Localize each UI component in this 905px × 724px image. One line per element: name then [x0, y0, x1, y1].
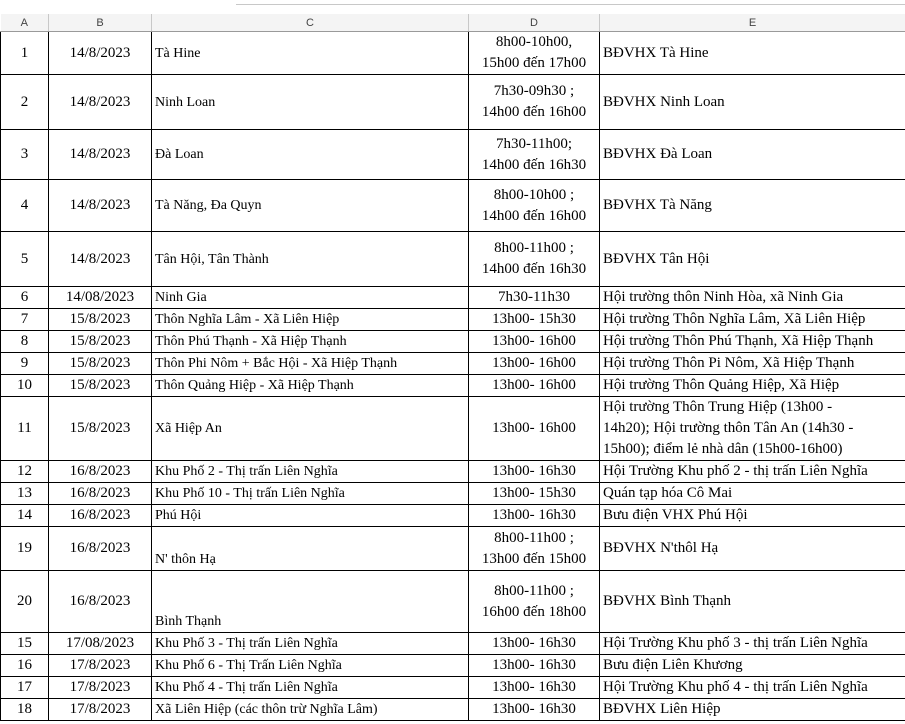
location-line: BĐVHX Đà Loan	[603, 146, 713, 162]
location-line: Hội trường Thôn Pi Nôm, Xã Hiệp Thạnh	[603, 355, 855, 371]
location-line: Bưu điện VHX Phú Hội	[603, 507, 748, 523]
place-cell[interactable]: Đà Loan	[152, 130, 469, 180]
time-cell[interactable]	[469, 32, 600, 75]
location-line: BĐVHX Tân Hội	[603, 250, 710, 267]
location-line: Hội Trường Khu phố 2 - thị trấn Liên Nghĩa	[603, 463, 868, 479]
location-cell[interactable]	[600, 232, 905, 287]
place-cell[interactable]: Ninh Gia	[152, 287, 469, 309]
time-cell[interactable]	[469, 353, 600, 375]
table-row	[1, 505, 905, 527]
time-cell[interactable]	[469, 287, 600, 309]
location-line: BĐVHX N'thôl Hạ	[603, 540, 719, 556]
date-cell[interactable]: 16/8/2023	[49, 505, 152, 527]
row-number-cell[interactable]: 13	[1, 483, 49, 505]
time-line: 13h00- 16h00	[492, 377, 576, 393]
table-row	[1, 677, 905, 699]
spreadsheet-grid[interactable]	[0, 14, 905, 721]
time-cell[interactable]	[469, 331, 600, 353]
location-line: BĐVHX Ninh Loan	[603, 93, 725, 110]
location-cell[interactable]	[600, 397, 905, 461]
location-cell[interactable]	[600, 75, 905, 130]
place-cell[interactable]: Xã Hiệp An	[152, 397, 469, 461]
time-line: 13h00- 16h00	[492, 355, 576, 371]
place-cell[interactable]: Tân Hội, Tân Thành	[152, 232, 469, 287]
column-header-c[interactable]: C	[152, 14, 469, 32]
location-line: Hội Trường Khu phố 4 - thị trấn Liên Nghĩa	[603, 679, 868, 695]
location-cell[interactable]	[600, 527, 905, 571]
row-number-cell[interactable]: 2	[1, 75, 49, 130]
time-line: 8h00-10h00,	[495, 34, 573, 50]
date-cell[interactable]: 14/8/2023	[49, 75, 152, 130]
time-line: 13h00- 16h30	[492, 679, 576, 695]
time-line: 13h00- 16h30	[492, 701, 576, 717]
date-cell[interactable]: 16/8/2023	[49, 461, 152, 483]
table-row	[1, 331, 905, 353]
schedule-table	[0, 14, 905, 721]
location-line: BĐVHX Liên Hiệp	[603, 701, 721, 717]
table-row	[1, 287, 905, 309]
time-line: 13h00- 15h30	[492, 311, 576, 327]
location-cell[interactable]	[600, 309, 905, 331]
location-line: Hội trường Thôn Quảng Hiệp, Xã Hiệp	[603, 377, 840, 393]
location-line: Quán tạp hóa Cô Mai	[603, 485, 733, 501]
time-cell[interactable]	[469, 397, 600, 461]
date-cell[interactable]: 17/08/2023	[49, 633, 152, 655]
location-cell[interactable]	[600, 483, 905, 505]
row-number-cell[interactable]: 11	[1, 397, 49, 461]
date-cell[interactable]: 16/8/2023	[49, 571, 152, 633]
time-line: 13h00- 16h30	[492, 657, 576, 673]
time-cell[interactable]	[469, 655, 600, 677]
table-row	[1, 75, 905, 130]
location-line: Bưu điện Liên Khương	[603, 657, 743, 673]
date-cell[interactable]: 15/8/2023	[49, 331, 152, 353]
location-cell[interactable]	[600, 699, 905, 721]
date-cell[interactable]: 14/8/2023	[49, 232, 152, 287]
time-line: 13h00- 16h00	[492, 420, 576, 436]
place-cell[interactable]: Xã Liên Hiệp (các thôn trừ Nghĩa Lâm)	[152, 699, 469, 721]
table-row	[1, 180, 905, 232]
date-cell[interactable]: 14/08/2023	[49, 287, 152, 309]
time-line: 13h00- 16h30	[492, 463, 576, 479]
place-cell[interactable]: Phú Hội	[152, 505, 469, 527]
date-cell[interactable]: 14/8/2023	[49, 32, 152, 75]
place-cell[interactable]: Khu Phố 4 - Thị trấn Liên Nghĩa	[152, 677, 469, 699]
time-cell[interactable]	[469, 527, 600, 571]
time-cell[interactable]	[469, 309, 600, 331]
date-cell[interactable]: 17/8/2023	[49, 677, 152, 699]
time-line: 7h30-09h30 ;	[493, 83, 575, 99]
location-cell[interactable]	[600, 677, 905, 699]
date-cell[interactable]: 16/8/2023	[49, 483, 152, 505]
column-header-a[interactable]: A	[1, 14, 49, 32]
location-cell[interactable]	[600, 180, 905, 232]
row-number-cell[interactable]: 14	[1, 505, 49, 527]
row-number-cell[interactable]: 1	[1, 32, 49, 75]
time-line: 7h30-11h30	[498, 289, 570, 305]
row-number-cell[interactable]: 6	[1, 287, 49, 309]
place-cell[interactable]: Thôn Phi Nôm + Bắc Hội - Xã Hiệp Thạnh	[152, 353, 469, 375]
location-line: Hội trường thôn Ninh Hòa, xã Ninh Gia	[603, 289, 844, 305]
row-number-cell[interactable]: 19	[1, 527, 49, 571]
place-cell[interactable]: Khu Phố 2 - Thị trấn Liên Nghĩa	[152, 461, 469, 483]
location-line: Hội Trường Khu phố 3 - thị trấn Liên Nghĩa	[603, 635, 868, 651]
time-cell[interactable]	[469, 571, 600, 633]
time-line: 13h00- 16h30	[492, 507, 576, 523]
row-number-cell[interactable]: 12	[1, 461, 49, 483]
time-line: 8h00-11h00 ;	[494, 240, 574, 256]
time-line: 14h00 đến 16h30	[481, 261, 587, 277]
location-cell[interactable]	[600, 571, 905, 633]
date-cell[interactable]: 17/8/2023	[49, 699, 152, 721]
location-cell[interactable]	[600, 353, 905, 375]
place-cell[interactable]: Thôn Nghĩa Lâm - Xã Liên Hiệp	[152, 309, 469, 331]
time-cell[interactable]	[469, 677, 600, 699]
place-cell[interactable]: Khu Phố 6 - Thị Trấn Liên Nghĩa	[152, 655, 469, 677]
table-row	[1, 633, 905, 655]
time-line: 14h00 đến 16h00	[481, 207, 587, 224]
location-line: BĐVHX Tà Hine	[603, 44, 709, 61]
time-line: 14h00 đến 16h30	[481, 156, 587, 173]
column-header-row	[1, 14, 905, 32]
place-cell[interactable]: Khu Phố 3 - Thị trấn Liên Nghĩa	[152, 633, 469, 655]
row-number-cell[interactable]: 3	[1, 130, 49, 180]
place-cell[interactable]: Thôn Phú Thạnh - Xã Hiệp Thạnh	[152, 331, 469, 353]
time-line: 7h30-11h00;	[495, 135, 573, 152]
time-cell[interactable]	[469, 180, 600, 232]
location-cell[interactable]	[600, 505, 905, 527]
place-cell[interactable]: Tà Năng, Đa Quyn	[152, 180, 469, 232]
location-line: Hội trường Thôn Trung Hiệp (13h00 -	[603, 399, 833, 415]
row-number-cell[interactable]: 7	[1, 309, 49, 331]
time-cell[interactable]	[469, 75, 600, 130]
location-cell[interactable]	[600, 32, 905, 75]
time-cell[interactable]	[469, 375, 600, 397]
row-number-cell[interactable]: 15	[1, 633, 49, 655]
time-line: 13h00- 16h00	[492, 333, 576, 349]
place-cell[interactable]: Bình Thạnh	[152, 571, 469, 633]
table-row	[1, 130, 905, 180]
time-line: 13h00- 15h30	[492, 485, 576, 501]
location-cell[interactable]	[600, 655, 905, 677]
time-line: 8h00-10h00 ;	[493, 186, 575, 203]
time-line: 16h00 đến 18h00	[481, 603, 587, 620]
date-cell[interactable]: 14/8/2023	[49, 130, 152, 180]
table-row	[1, 461, 905, 483]
formula-bar-edge	[236, 0, 905, 5]
date-cell[interactable]: 14/8/2023	[49, 180, 152, 232]
table-row	[1, 699, 905, 721]
location-cell[interactable]	[600, 633, 905, 655]
row-number-cell[interactable]: 20	[1, 571, 49, 633]
place-cell[interactable]: Khu Phố 10 - Thị trấn Liên Nghĩa	[152, 483, 469, 505]
table-row	[1, 232, 905, 287]
location-line: BĐVHX Bình Thạnh	[603, 593, 732, 609]
row-number-cell[interactable]: 8	[1, 331, 49, 353]
table-row	[1, 309, 905, 331]
location-line: Hội trường Thôn Phú Thạnh, Xã Hiệp Thạnh	[603, 333, 874, 349]
table-row	[1, 655, 905, 677]
location-cell[interactable]	[600, 331, 905, 353]
time-cell[interactable]	[469, 483, 600, 505]
table-row	[1, 397, 905, 461]
date-cell[interactable]: 15/8/2023	[49, 353, 152, 375]
location-cell[interactable]	[600, 375, 905, 397]
row-number-cell[interactable]: 4	[1, 180, 49, 232]
table-row	[1, 375, 905, 397]
table-row	[1, 527, 905, 571]
time-line: 15h00 đến 17h00	[481, 55, 587, 71]
row-number-cell[interactable]: 9	[1, 353, 49, 375]
table-row	[1, 32, 905, 75]
time-cell[interactable]	[469, 130, 600, 180]
location-line: 14h20); Hội trường thôn Tân An (14h30 -	[603, 420, 854, 436]
time-line: 13h00- 16h30	[492, 635, 576, 651]
date-cell[interactable]: 15/8/2023	[49, 309, 152, 331]
location-cell[interactable]	[600, 287, 905, 309]
date-cell[interactable]: 15/8/2023	[49, 375, 152, 397]
time-cell[interactable]	[469, 232, 600, 287]
location-cell[interactable]	[600, 461, 905, 483]
location-line: 15h00); điểm lẻ nhà dân (15h00-16h00)	[603, 441, 843, 457]
time-cell[interactable]	[469, 461, 600, 483]
time-cell[interactable]	[469, 505, 600, 527]
time-line: 8h00-11h00 ;	[494, 529, 574, 546]
time-line: 8h00-11h00 ;	[494, 582, 574, 599]
time-line: 13h00 đến 15h00	[481, 550, 587, 567]
location-line: Hội trường Thôn Nghĩa Lâm, Xã Liên Hiệp	[603, 311, 866, 327]
table-row	[1, 353, 905, 375]
location-cell[interactable]	[600, 130, 905, 180]
place-cell[interactable]: N' thôn Hạ	[152, 527, 469, 571]
date-cell[interactable]: 17/8/2023	[49, 655, 152, 677]
place-cell[interactable]: Tà Hine	[152, 32, 469, 75]
row-number-cell[interactable]: 5	[1, 232, 49, 287]
time-cell[interactable]	[469, 633, 600, 655]
column-header-e[interactable]: E	[600, 14, 905, 32]
date-cell[interactable]: 16/8/2023	[49, 527, 152, 571]
location-line: BĐVHX Tà Năng	[603, 197, 712, 213]
time-line: 14h00 đến 16h00	[481, 104, 587, 120]
column-header-b[interactable]: B	[49, 14, 152, 32]
row-number-cell[interactable]: 16	[1, 655, 49, 677]
date-cell[interactable]: 15/8/2023	[49, 397, 152, 461]
place-cell[interactable]: Thôn Quảng Hiệp - Xã Hiệp Thạnh	[152, 375, 469, 397]
place-cell[interactable]: Ninh Loan	[152, 75, 469, 130]
column-header-d[interactable]: D	[469, 14, 600, 32]
table-row	[1, 571, 905, 633]
table-row	[1, 483, 905, 505]
row-number-cell[interactable]: 18	[1, 699, 49, 721]
time-cell[interactable]	[469, 699, 600, 721]
row-number-cell[interactable]: 10	[1, 375, 49, 397]
row-number-cell[interactable]: 17	[1, 677, 49, 699]
